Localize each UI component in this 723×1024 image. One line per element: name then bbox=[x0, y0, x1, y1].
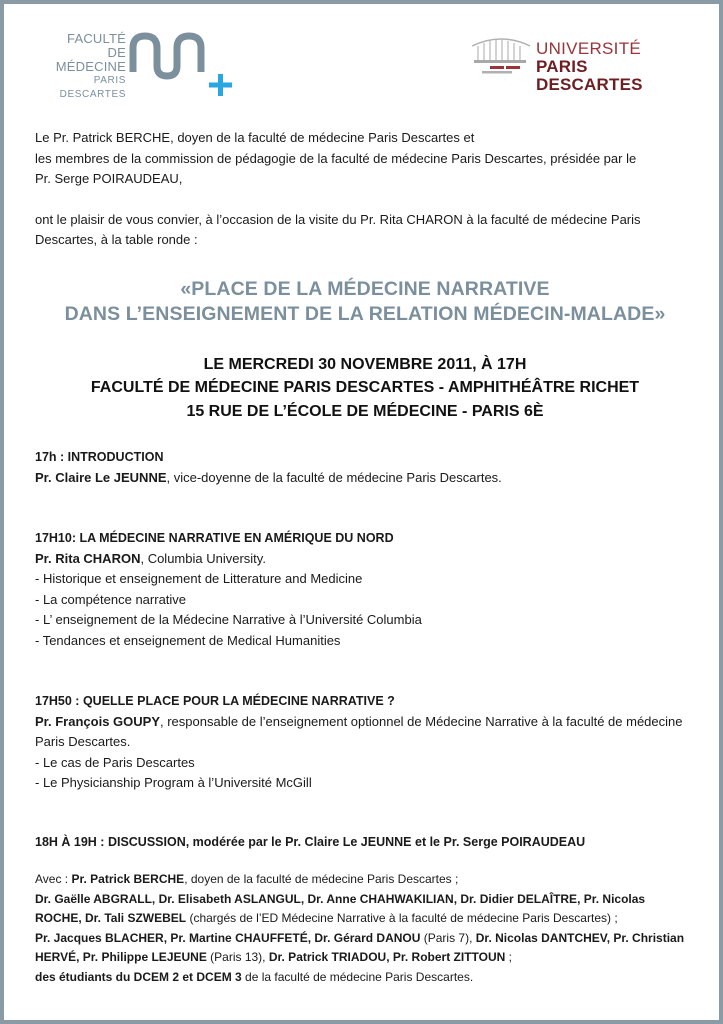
speaker-name: Pr. François GOUPY bbox=[35, 713, 160, 729]
avec-label: Avec : bbox=[35, 872, 72, 886]
participants-line-3 bbox=[35, 929, 695, 968]
faculty-logo-text bbox=[34, 32, 126, 102]
list-item: - L’ enseignement de la Médecine Narrative à l’Université Columbia bbox=[35, 612, 422, 627]
participants-end: ; bbox=[505, 950, 512, 964]
participants-students: des étudiants du DCEM 2 et DCEM 3 bbox=[35, 969, 242, 984]
intro-line-1: Le Pr. Patrick BERCHE, doyen de la faculté de médecine Paris Descartes et bbox=[35, 130, 475, 145]
participants-line-4 bbox=[35, 968, 695, 988]
discussion-heading: 18H À 19H : DISCUSSION, modérée par le Pr. Claire Le JEUNNE et le Pr. Serge POIRAUDEAU bbox=[35, 834, 586, 849]
university-logo-text bbox=[536, 40, 683, 94]
faculty-logo-line2: DE MÉDECINE bbox=[55, 45, 126, 74]
list-item: - Historique et enseignement de Litterature and Medicine bbox=[35, 571, 363, 586]
university-seal-icon bbox=[468, 32, 534, 78]
participants-list bbox=[35, 870, 695, 987]
list-item: - Le cas de Paris Descartes bbox=[35, 754, 195, 770]
section-speaker-line bbox=[35, 468, 695, 489]
section-heading: 17H50 : QUELLE PLACE POUR LA MÉDECINE NARRATIVE ? bbox=[35, 694, 395, 708]
list-item: - Tendances et enseignement de Medical Humanities bbox=[35, 632, 341, 648]
university-logo bbox=[468, 32, 683, 94]
section-speaker-line bbox=[35, 712, 695, 753]
participants-ed-team: Dr. Gaëlle ABGRALL, Dr. Elisabeth ASLANGUL, Dr. Anne CHAHWAKILIAN, Dr. Didier DELAÎTRE, Pr. Nicolas ROCHE, Dr. Tali SZWEBEL bbox=[35, 891, 646, 925]
participants-students-rest: de la faculté de médecine Paris Descartes. bbox=[241, 969, 474, 984]
event-details bbox=[35, 353, 695, 424]
faculty-logo-line3: PARIS DESCARTES bbox=[59, 75, 126, 100]
program-section-introduction bbox=[35, 447, 695, 488]
event-address: 15 RUE DE L’ÉCOLE DE MÉDECINE - PARIS 6È bbox=[186, 402, 544, 420]
section-heading: 17H10: LA MÉDECINE NARRATIVE EN AMÉRIQUE DU NORD bbox=[35, 531, 394, 545]
invite-line-2: Descartes, à la table ronde : bbox=[35, 232, 198, 247]
participants-group-a: Pr. Jacques BLACHER, Pr. Martine CHAUFFETÉ, Dr. Gérard DANOU bbox=[35, 930, 421, 945]
program-section-quelle-place bbox=[35, 691, 695, 794]
invite-line-1: ont le plaisir de vous convier, à l’occasion de la visite du Pr. Rita CHARON à la faculté de médecine Paris bbox=[35, 211, 641, 227]
speaker-name: Pr. Claire Le JEUNNE bbox=[35, 469, 167, 485]
participant-dean: Pr. Patrick BERCHE bbox=[71, 872, 185, 886]
university-logo-line1: UNIVERSITÉ bbox=[536, 39, 642, 58]
participants-note-b: (Paris 13), bbox=[206, 950, 269, 964]
faculty-logo bbox=[34, 30, 244, 100]
participants-ed-team-role: (chargés de l’ED Médecine Narrative à la faculté de médecine Paris Descartes) ; bbox=[186, 911, 618, 925]
list-item: - La compétence narrative bbox=[35, 591, 187, 607]
speaker-role: , Columbia University. bbox=[140, 550, 266, 566]
speaker-name: Pr. Rita CHARON bbox=[35, 550, 141, 566]
intro-line-3: Pr. Serge POIRAUDEAU, bbox=[35, 171, 183, 186]
participant-dean-role: , doyen de la faculté de médecine Paris Descartes ; bbox=[184, 872, 459, 886]
event-date: LE MERCREDI 30 NOVEMBRE 2011, À 17H bbox=[203, 355, 527, 373]
participants-group-c: Dr. Patrick TRIADOU, Pr. Robert ZITTOUN bbox=[268, 950, 506, 964]
participants-note-a: (Paris 7), bbox=[420, 930, 476, 945]
speaker-role: , vice-doyenne de la faculté de médecine Paris Descartes. bbox=[166, 469, 502, 485]
section-speaker-line bbox=[35, 549, 695, 570]
faculty-logo-line1: FACULTÉ bbox=[67, 31, 126, 46]
speaker-role: , responsable de l’enseignement optionnel de Médecine Narrative à la faculté de médecine Paris Descartes. bbox=[35, 713, 683, 749]
participants-line-1 bbox=[35, 870, 695, 890]
program-section-north-america bbox=[35, 528, 695, 651]
university-logo-line2: PARIS DESCARTES bbox=[536, 57, 643, 94]
faculte-logo-icon bbox=[128, 30, 238, 100]
title-line-1: «PLACE DE LA MÉDECINE NARRATIVE bbox=[180, 277, 550, 300]
intro-line-2: les membres de la commission de pédagogie de la faculté de médecine Paris Descartes, présidée par le bbox=[35, 150, 637, 166]
event-venue: FACULTÉ DE MÉDECINE PARIS DESCARTES - AMPHITHÉÂTRE RICHET bbox=[90, 379, 640, 396]
invitation-body bbox=[35, 128, 695, 987]
section-heading: 17h : INTRODUCTION bbox=[35, 450, 164, 464]
round-table-title bbox=[35, 277, 695, 327]
participants-group-b: Dr. Nicolas DANTCHEV, Pr. Christian HERVÉ, Pr. Philippe LEJEUNE bbox=[35, 930, 685, 964]
title-line-2: DANS L’ENSEIGNEMENT DE LA RELATION MÉDECIN-MALADE» bbox=[64, 302, 666, 325]
list-item: - Le Physicianship Program à l’Université McGill bbox=[35, 775, 312, 790]
participants-line-2 bbox=[35, 890, 695, 929]
